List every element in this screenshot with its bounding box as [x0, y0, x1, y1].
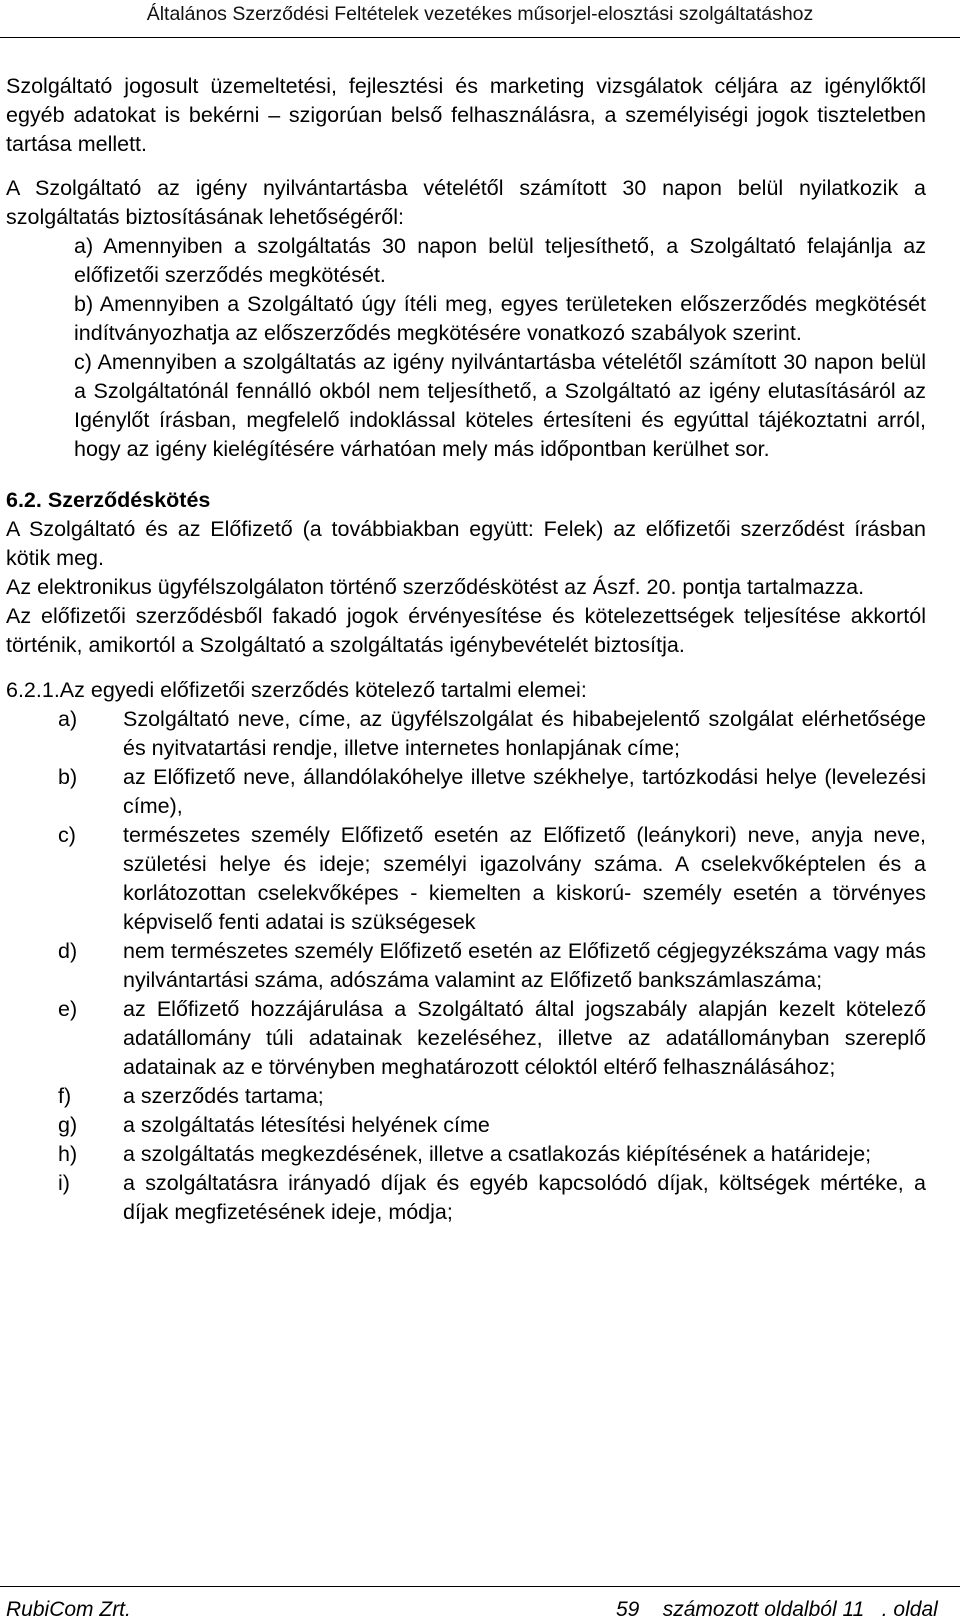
list-marker: a) — [58, 707, 78, 731]
header-divider — [0, 37, 960, 38]
list-marker: g) — [58, 1113, 78, 1137]
paragraph-data-collection: Szolgáltató jogosult üzemeltetési, fejlesztési és marketing vizsgálatok céljára az igénylőktől egyéb adatokat is bekérni – szigorúan belső felhasználásra, a személyiségi jogok tiszteletben tartása mellett. — [6, 74, 926, 156]
list-item-text: a szolgáltatás megkezdésének, illetve a csatlakozás kiépítésének a határideje; — [123, 1142, 872, 1166]
section-paragraph-2: Az elektronikus ügyfélszolgálaton történő szerződéskötést az Ászf. 20. pontja tartalmazza. — [6, 575, 865, 599]
section-heading — [6, 486, 926, 515]
list-marker: d) — [58, 939, 78, 963]
section-paragraph-3: Az előfizetői szerződésből fakadó jogok érvényesítése és kötelezettségek teljesítése akkortól történik, amikortól a Szolgáltató a szolgáltatás igénybevételét biztosítja. — [6, 604, 926, 657]
section-number: 6.2. — [6, 488, 42, 512]
list-marker: h) — [58, 1142, 78, 1166]
list-marker: e) — [58, 997, 78, 1021]
list-item-text: a szolgáltatás létesítési helyének címe — [123, 1113, 490, 1137]
list-item-text: a szolgáltatásra irányadó díjak és egyéb kapcsolódó díjak, költségek mértéke, a díjak megfizetésének ideje, módja; — [123, 1171, 926, 1224]
contract-elements-list — [6, 705, 926, 1227]
footer-page-info: 59 számozott oldalból 11 . oldal — [616, 1598, 938, 1621]
response-options — [74, 232, 926, 464]
list-marker: i) — [58, 1171, 70, 1195]
paragraph-request-response: A Szolgáltató az igény nyilvántartásba vételétől számított 30 napon belül nyilatkozik a szolgáltatás biztosításának lehetőségéről: — [6, 176, 926, 229]
list-item-text: a szerződés tartama; — [123, 1084, 324, 1108]
list-item — [6, 763, 926, 821]
subsection-title: 6.2.1.Az egyedi előfizetői szerződés kötelező tartalmi elemei: — [6, 678, 587, 702]
section-title: Szerződéskötés — [47, 488, 211, 512]
list-item — [6, 937, 926, 995]
list-item-text: Szolgáltató neve, címe, az ügyfélszolgálat és hibabejelentő szolgálat elérhetősége és nyitvatartási rendje, illetve internetes honlapjának címe; — [123, 707, 926, 760]
list-item — [6, 1140, 926, 1169]
footer-company: RubiCom Zrt. — [6, 1598, 131, 1621]
list-item-text: az Előfizető hozzájárulása a Szolgáltató által jogszabály alapján kezelt kötelező adatállomány túli adatainak kezeléséhez, illetve az adatállományban szereplő adatainak az e törvényben meghatározott céloktól eltérő felhasználásához; — [123, 997, 926, 1079]
list-item — [6, 1111, 926, 1140]
list-item — [6, 821, 926, 937]
list-item — [6, 1169, 926, 1227]
page-header: Általános Szerződési Feltételek vezetékes műsorjel-elosztási szolgáltatáshoz — [146, 3, 814, 25]
list-item — [6, 705, 926, 763]
page-footer — [0, 1596, 960, 1624]
list-item — [6, 1082, 926, 1111]
section-paragraph-1: A Szolgáltató és az Előfizető (a továbbiakban együtt: Felek) az előfizetői szerződést írásban kötik meg. — [6, 517, 926, 570]
list-item-text: nem természetes személy Előfizető esetén az Előfizető cégjegyzékszáma vagy más nyilvántartási száma, adószáma valamint az Előfizető bankszámlaszáma; — [123, 939, 926, 992]
list-item-text: az Előfizető neve, állandólakóhelye illetve székhelye, tartózkodási helye (levelezési címe), — [123, 765, 926, 818]
response-option-b: b) Amennyiben a Szolgáltató úgy ítéli meg, egyes területeken előszerződés megkötését indítványozhatja az előszerződés megkötésére vonatkozó szabályok szerint. — [74, 292, 926, 345]
list-marker: c) — [58, 823, 76, 847]
list-marker: b) — [58, 765, 78, 789]
document-body — [6, 72, 926, 1227]
list-item — [6, 995, 926, 1082]
response-option-c: c) Amennyiben a szolgáltatás az igény nyilvántartásba vételétől számított 30 napon belül a Szolgáltatónál fennálló okból nem teljesíthető, a Szolgáltató az igény elutasításáról az Igénylőt írásban, megfelelő indoklással köteles értesíteni és egyúttal tájékoztatni arról, hogy az igény kielégítésére várhatóan mely más időpontban kerülhet sor. — [74, 350, 926, 461]
list-marker: f) — [58, 1084, 72, 1108]
response-option-a: a) Amennyiben a szolgáltatás 30 napon belül teljesíthető, a Szolgáltató felajánlja az előfizetői szerződés megkötését. — [74, 234, 926, 287]
list-item-text: természetes személy Előfizető esetén az Előfizető (leánykori) neve, anyja neve, születési helye és ideje; személyi igazolvány száma. A cselekvőképtelen és a korlátozottan cselekvőképes - kiemelten a kiskorú- személy esetén a törvényes képviselő fenti adatai is szükségesek — [123, 823, 926, 934]
footer-divider — [0, 1586, 960, 1587]
